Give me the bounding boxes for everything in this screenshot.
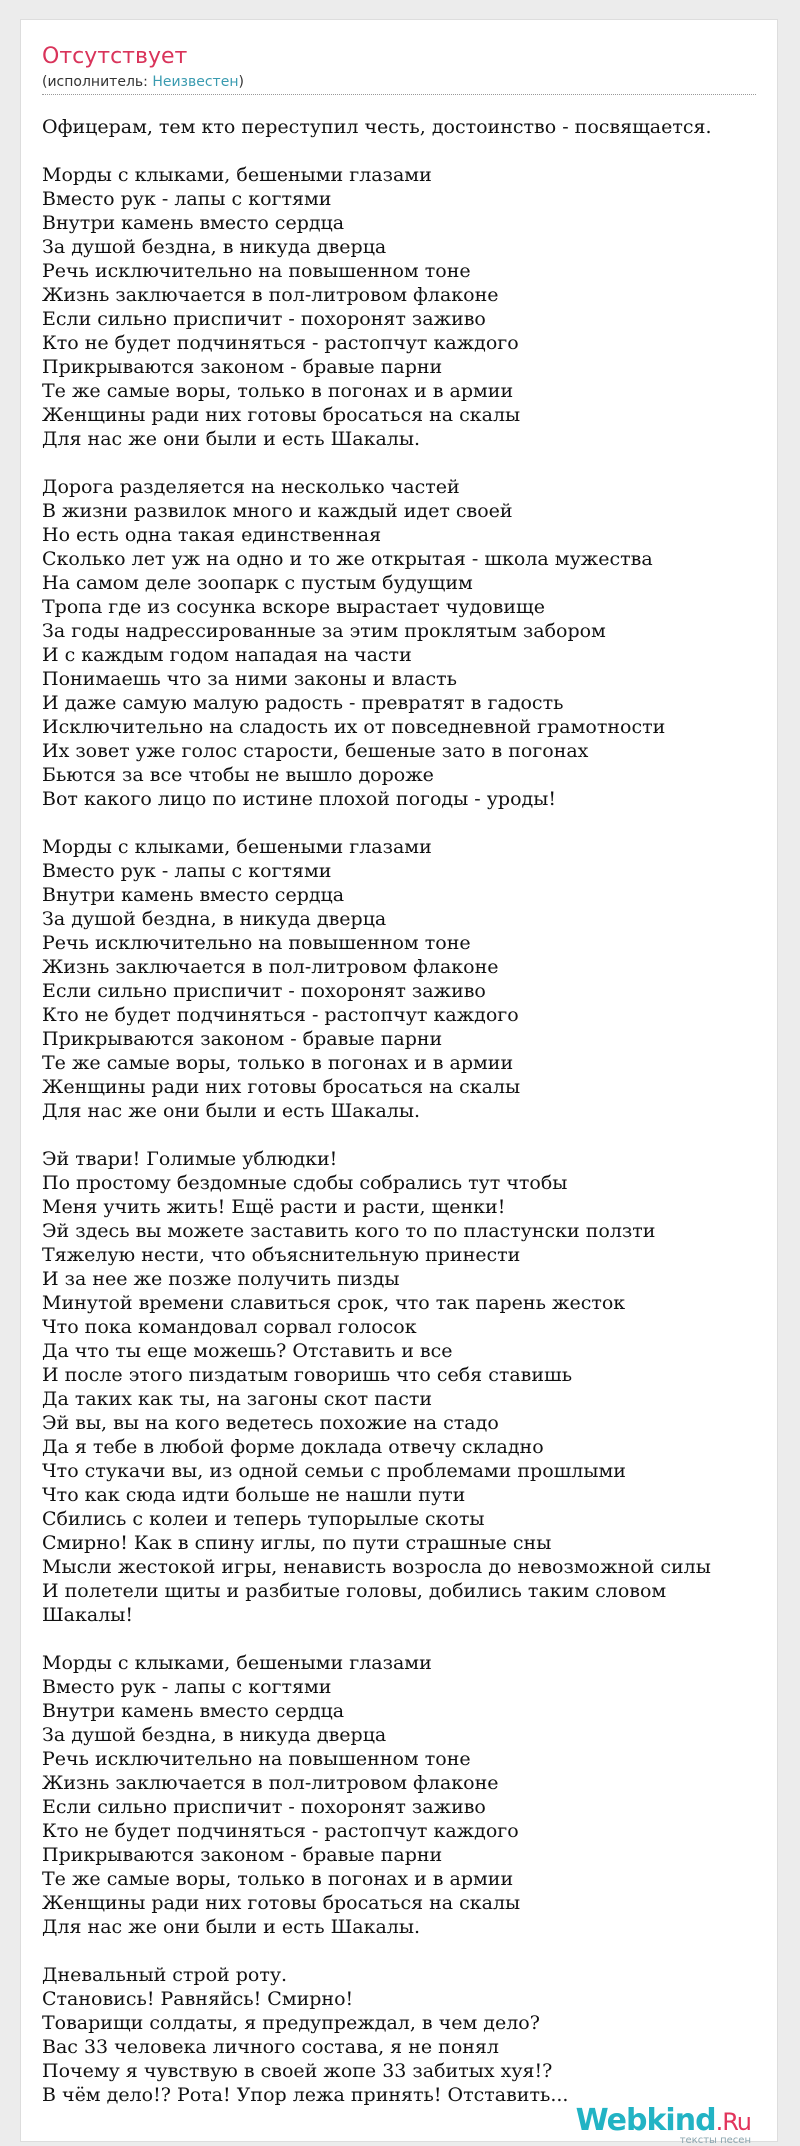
divider [42, 94, 756, 95]
lyric-line: За годы надрессированные за этим проклятым забором [42, 620, 606, 642]
lyric-line: Для нас же они были и есть Шакалы. [42, 428, 421, 450]
lyric-line: Внутри камень вместо сердца [42, 1700, 345, 1722]
lyric-line: Те же самые воры, только в погонах и в армии [42, 380, 514, 402]
lyric-line: Кто не будет подчиняться - растопчут каждого [42, 332, 519, 354]
lyric-line: Для нас же они были и есть Шакалы. [42, 1100, 421, 1122]
lyric-line [42, 451, 772, 475]
lyric-line: И с каждым годом нападая на части [42, 644, 412, 666]
logo-tagline: тексты песен [679, 2135, 751, 2146]
lyric-line: И после этого пиздатым говоришь что себя ставишь [42, 1364, 573, 1386]
lyric-line [42, 1123, 772, 1147]
lyric-line: Эй здесь вы можете заставить кого то по пластунски ползти [42, 1220, 656, 1242]
lyric-line: Женщины ради них готовы бросаться на скалы [42, 404, 521, 426]
lyric-line: Что пока командовал сорвал голосок [42, 1316, 417, 1338]
lyric-line: Вместо рук - лапы с когтями [42, 188, 332, 210]
logo-brand: Webkind [575, 2103, 716, 2138]
lyric-line: Если сильно приспичит - похоронят заживо [42, 308, 486, 330]
lyric-line: Понимаешь что за ними законы и власть [42, 668, 457, 690]
lyric-line [42, 1939, 772, 1963]
lyric-line: Вместо рук - лапы с когтями [42, 1676, 332, 1698]
lyric-line: Жизнь заключается в пол-литровом флаконе [42, 284, 499, 306]
lyric-line: Офицерам, тем кто переступил честь, достоинство - посвящается. [42, 116, 712, 138]
lyric-line: Внутри камень вместо сердца [42, 212, 345, 234]
artist-suffix: ) [238, 74, 244, 90]
lyric-line [42, 139, 772, 163]
lyric-line: Их зовет уже голос старости, бешеные зато в погонах [42, 740, 589, 762]
lyric-line: Эй твари! Голимые ублюдки! [42, 1148, 338, 1170]
lyric-line: И полетели щиты и разбитые головы, добились таким словом [42, 1580, 667, 1602]
lyric-line: Те же самые воры, только в погонах и в армии [42, 1868, 514, 1890]
lyric-line: Кто не будет подчиняться - растопчут каждого [42, 1820, 519, 1842]
lyric-line: Дорога разделяется на несколько частей [42, 476, 460, 498]
lyric-line: Но есть одна такая единственная [42, 524, 382, 546]
lyric-line: Жизнь заключается в пол-литровом флаконе [42, 956, 499, 978]
lyric-line: Исключительно на сладость их от повседневной грамотности [42, 716, 666, 738]
lyric-line: Да я тебе в любой форме доклада отвечу складно [42, 1436, 544, 1458]
lyric-line: По простому бездомные сдобы собрались тут чтобы [42, 1172, 568, 1194]
lyric-line: Смирно! Как в спину иглы, по пути страшные сны [42, 1532, 552, 1554]
lyric-line: Внутри камень вместо сердца [42, 884, 345, 906]
artist-link[interactable]: Неизвестен [152, 74, 239, 90]
lyric-line: Вас 33 человека личного состава, я не понял [42, 2036, 499, 2058]
lyric-line: Прикрываются законом - бравые парни [42, 356, 443, 378]
lyric-line: Меня учить жить! Ещё расти и расти, щенки! [42, 1196, 506, 1218]
lyrics-text [42, 115, 772, 2107]
lyric-line: Если сильно приспичит - похоронят заживо [42, 1796, 486, 1818]
lyric-line: Для нас же они были и есть Шакалы. [42, 1916, 421, 1938]
lyric-line: Минутой времени славиться срок, что так парень жесток [42, 1292, 626, 1314]
lyric-line [42, 811, 772, 835]
lyric-line: Становись! Равняйсь! Смирно! [42, 1988, 354, 2010]
lyric-line: Да что ты еще можешь? Отставить и все [42, 1340, 453, 1362]
lyric-line: Морды с клыками, бешеными глазами [42, 164, 432, 186]
lyric-line: Речь исключительно на повышенном тоне [42, 1748, 471, 1770]
lyric-line: Сбились с колеи и теперь тупорылые скоты [42, 1508, 485, 1530]
lyric-line: Почему я чувствую в своей жопе 33 забитых хуя!? [42, 2060, 553, 2082]
lyric-line: Речь исключительно на повышенном тоне [42, 932, 471, 954]
logo-tld: .Ru [715, 2108, 751, 2136]
lyric-line: На самом деле зоопарк с пустым будущим [42, 572, 473, 594]
lyric-line: За душой бездна, в никуда дверца [42, 236, 387, 258]
site-logo[interactable] [576, 2104, 751, 2146]
lyric-line: Если сильно приспичит - похоронят заживо [42, 980, 486, 1002]
lyric-line: В жизни развилок много и каждый идет своей [42, 500, 513, 522]
lyric-line: Эй вы, вы на кого ведетесь похожие на стадо [42, 1412, 499, 1434]
lyric-line: Да таких как ты, на загоны скот пасти [42, 1388, 433, 1410]
lyric-line: Вот какого лицо по истине плохой погоды - уроды! [42, 788, 556, 810]
lyric-line: Те же самые воры, только в погонах и в армии [42, 1052, 514, 1074]
lyric-line: Морды с клыками, бешеными глазами [42, 1652, 432, 1674]
lyric-line: Бьются за все чтобы не вышло дороже [42, 764, 434, 786]
lyric-line: Жизнь заключается в пол-литровом флаконе [42, 1772, 499, 1794]
lyric-line: Речь исключительно на повышенном тоне [42, 260, 471, 282]
lyric-line: Женщины ради них готовы бросаться на скалы [42, 1892, 521, 1914]
lyric-line: Прикрываются законом - бравые парни [42, 1028, 443, 1050]
lyric-line: И даже самую малую радость - превратят в гадость [42, 692, 564, 714]
lyric-line: Дневальный строй роту. [42, 1964, 288, 1986]
lyric-line: Вместо рук - лапы с когтями [42, 860, 332, 882]
lyric-line: Прикрываются законом - бравые парни [42, 1844, 443, 1866]
lyric-line: Товарищи солдаты, я предупреждал, в чем дело? [42, 2012, 540, 2034]
lyric-line: Что стукачи вы, из одной семьи с проблемами прошлыми [42, 1460, 626, 1482]
lyric-line: Что как сюда идти больше не нашли пути [42, 1484, 466, 1506]
lyric-line: Тропа где из сосунка вскоре вырастает чудовище [42, 596, 545, 618]
lyric-line: Тяжелую нести, что объяснительную принести [42, 1244, 521, 1266]
lyric-line: Шакалы! [42, 1604, 134, 1626]
lyric-line: И за нее же позже получить пизды [42, 1268, 400, 1290]
song-title: Отсутствует [42, 44, 188, 69]
lyric-line: Кто не будет подчиняться - растопчут каждого [42, 1004, 519, 1026]
artist-line [42, 72, 244, 92]
lyric-line: Сколько лет уж на одно и то же открытая - школа мужества [42, 548, 653, 570]
lyric-line [42, 1627, 772, 1651]
lyric-line: За душой бездна, в никуда дверца [42, 1724, 387, 1746]
lyrics-card [20, 19, 778, 2146]
lyric-line: В чём дело!? Рота! Упор лежа принять! Отставить... [42, 2084, 569, 2106]
lyric-line: За душой бездна, в никуда дверца [42, 908, 387, 930]
lyric-line: Женщины ради них готовы бросаться на скалы [42, 1076, 521, 1098]
lyric-line: Морды с клыками, бешеными глазами [42, 836, 432, 858]
artist-prefix: (исполнитель: [42, 74, 153, 90]
lyric-line: Мысли жестокой игры, ненависть возросла до невозможной силы [42, 1556, 711, 1578]
